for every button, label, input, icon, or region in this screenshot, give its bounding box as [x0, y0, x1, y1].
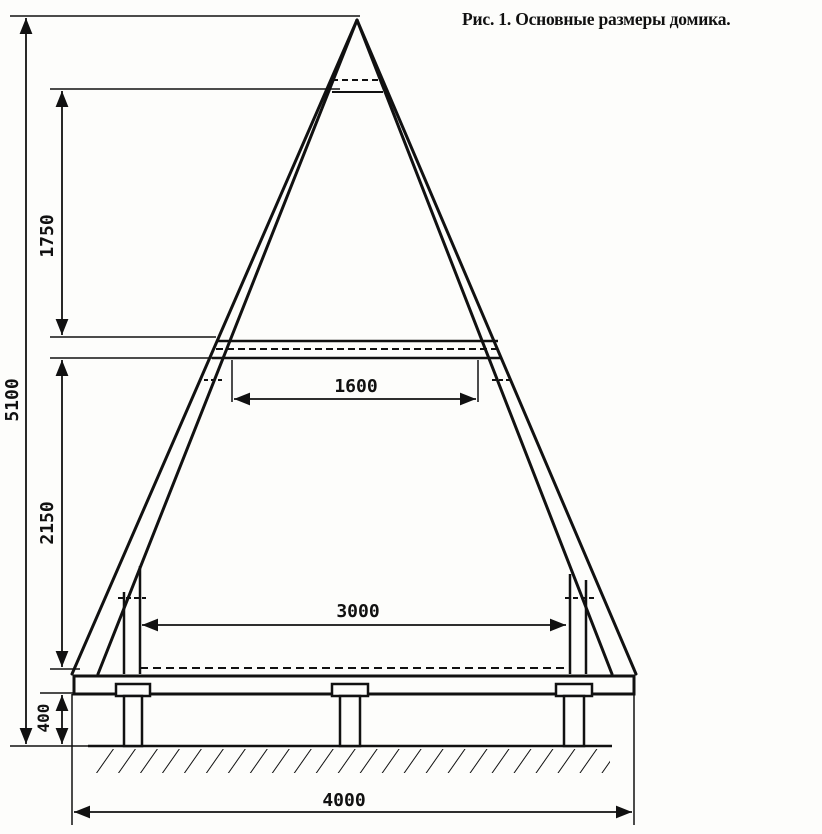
extension-lines [10, 16, 634, 825]
dim-label-attic-width: 1600 [334, 376, 378, 397]
dim-label-floor-width: 3000 [336, 601, 380, 622]
figure-caption: Рис. 1. Основные размеры домика. [462, 9, 731, 29]
dim-label-attic-height: 1750 [37, 214, 58, 258]
dim-label-lower-height: 2150 [37, 501, 58, 545]
ridge-tie [332, 80, 383, 92]
a-frame-rafters [72, 20, 636, 674]
dim-label-foundation-height: 400 [34, 703, 53, 733]
dim-label-base-width: 4000 [322, 790, 366, 811]
attic-floor-beam [204, 341, 510, 380]
ground [88, 746, 612, 773]
dim-label-total-height: 5100 [2, 378, 23, 422]
